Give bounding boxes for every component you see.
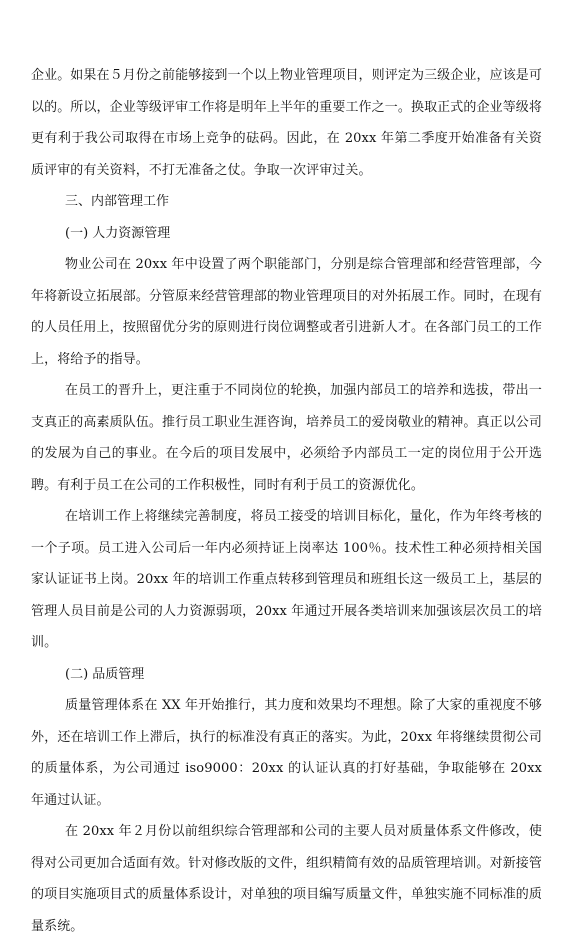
paragraph-training: 在培训工作上将继续完善制度，将员工接受的培训目标化，量化，作为年终考核的一个子项。员工进入公司后一年内必须持证上岗率达 100％。技术性工种必须持相关国家认证证书上岗。20xx 年的培训工作重点转移到管理员和班组长这一级员工上，基层的管理人员目前是公司的人力资源弱项，20xx 年通过开展各类培训来加强该层次员工的培训。	[31, 509, 542, 650]
paragraph-promotion: 在员工的晋升上，更注重于不同岗位的轮换，加强内部员工的培养和选拔，带出一支真正的高素质队伍。推行员工职业生涯咨询，培养员工的爱岗敬业的精神。真正以公司的发展为自己的事业。在今后的项目发展中，必须给予内部员工一定的岗位用于公开选聘。有利于员工在公司的工作积极性，同时有利于员工的资源优化。	[31, 383, 542, 493]
subheading-human-resources: (一) 人力资源管理	[65, 225, 171, 241]
subheading-quality-management: (二) 品质管理	[65, 666, 145, 682]
paragraph-departments: 物业公司在 20xx 年中设置了两个职能部门，分别是综合管理部和经营管理部，今年将新设立拓展部。分管原来经营管理部的物业管理项目的对外拓展工作。同时，在现有的人员任用上，按照留优分劣的原则进行岗位调整或者引进新人才。在各部门员工的工作上，将给予的指导。	[31, 257, 542, 367]
paragraph-quality-revision: 在 20xx 年２月份以前组织综合管理部和公司的主要人员对质量体系文件修改，使得对公司更加合适面有效。针对修改版的文件，组织精简有效的品质管理培训。对新接管的项目实施项目式的质量体系设计，对单独的项目编写质量文件，单独实施不同标准的质量系统。	[31, 824, 542, 934]
section-heading-internal-management: 三、内部管理工作	[65, 194, 170, 209]
paragraph-enterprise-grade: 企业。如果在５月份之前能够接到一个以上物业管理项目，则评定为三级企业，应该是可以的。所以，企业等级评审工作将是明年上半年的重要工作之一。换取正式的企业等级将更有利于我公司取得在市场上竞争的砝码。因此，在 20xx 年第二季度开始准备有关资质评审的有关资料，不打无准备之仗。争取一次评审过关。	[31, 68, 542, 178]
paragraph-quality-system: 质量管理体系在 XX 年开始推行，其力度和效果均不理想。除了大家的重视度不够外，还在培训工作上滞后，执行的标准没有真正的落实。为此，20xx 年将继续贯彻公司的质量体系，为公司通过 iso9000：20xx 的认证认真的打好基础，争取能够在 20xx 年通过认证。	[31, 698, 542, 808]
